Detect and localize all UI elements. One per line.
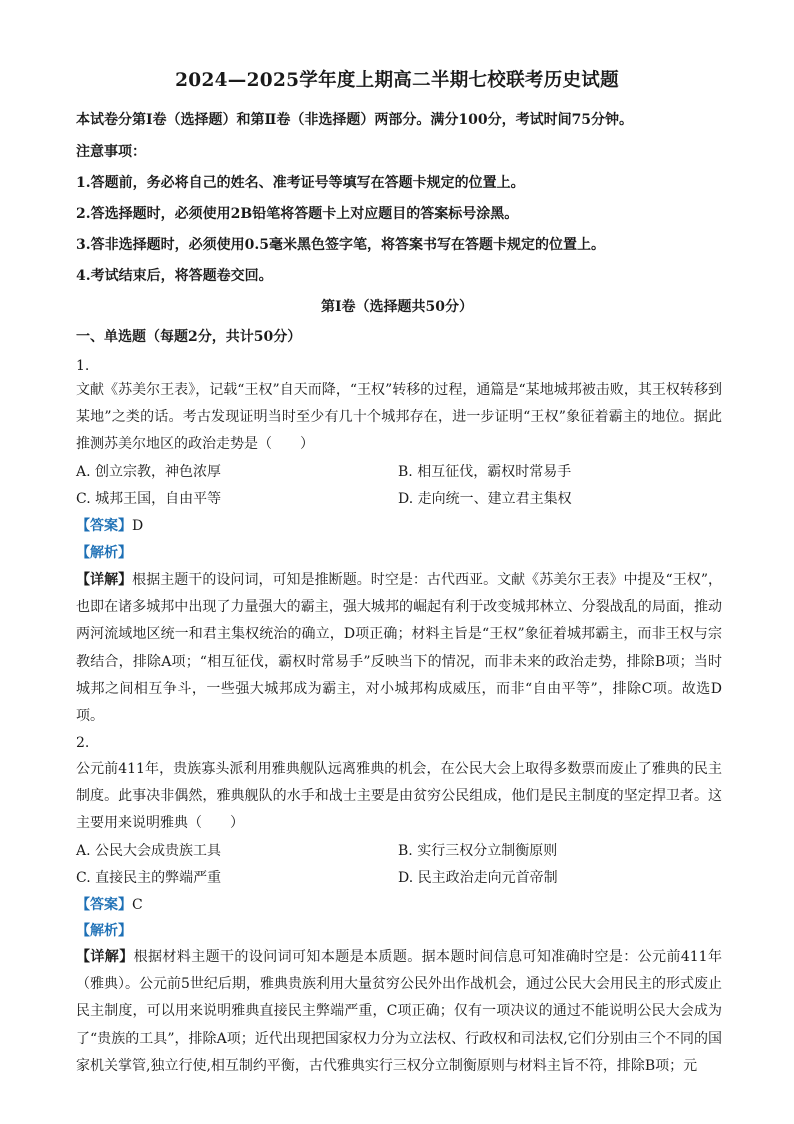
option-a: A. 公民大会成贵族工具: [76, 843, 222, 859]
question-number: 1.: [76, 358, 90, 374]
question-stem: 公元前411年，贵族寡头派利用雅典舰队远离雅典的机会，在公民大会上取得多数票而废止了雅典的民主制度。此事决非偶然，雅典舰队的水手和战士主要是由贫穷公民组成，他们是民主制度的坚定捍卫者。这主要用来说明雅典（ ）: [76, 761, 722, 832]
detail-text: 根据材料主题干的设问词可知本题是本质题。据本题时间信息可知准确时空是：公元前411年（雅典）。公元前5世纪后期，雅典贵族利用大量贫穷公民外出作战机会，通过公民大会用民主的形式废止民主制度，可以用来说明雅典直接民主弊端严重，C项正确；仅有一项决议的通过不能说明公民大会成为了“贵族的工具”，排除A项；近代出现把国家权力分为立法权、行政权和司法权,它们分别由三个不同的国家机关掌管,独立行使,相互制约平衡，古代雅典实行三权分立制衡原则与材料主旨不符，排除B项；元: [76, 949, 722, 1074]
option-c: C. 城邦王国，自由平等: [76, 491, 222, 507]
answer-line: [76, 517, 143, 535]
option-a: A. 创立宗教，神色浓厚: [76, 464, 222, 480]
note-item: 2.答选择题时，必须使用2B铅笔将答题卡上对应题目的答案标号涂黑。: [76, 206, 519, 222]
detail-label: 【详解】: [76, 572, 133, 588]
note-item: 4.考试结束后，将答题卷交回。: [76, 268, 273, 284]
answer-label: 【答案】: [76, 518, 132, 534]
detail-paragraph: [76, 567, 722, 730]
exam-intro: 本试卷分第Ⅰ卷（选择题）和第Ⅱ卷（非选择题）两部分。满分100分，考试时间75分钟。: [76, 112, 634, 128]
detail-text: 根据主题干的设问词，可知是推断题。时空是：古代西亚。文献《苏美尔王表》中提及“王权”，也即在诸多城邦中出现了力量强大的霸主，强大城邦的崛起有利于改变城邦林立、分裂战乱的局面，推动两河流域地区统一和君主集权统治的确立，D项正确；材料主旨是“王权”象征着城邦霸主，而非王权与宗教结合，排除A项；“相互征伐，霸权时常易手”反映当下的情况，而非未来的政治走势，排除B项；当时城邦之间相互争斗，一些强大城邦成为霸主，对小城邦构成威压，而非“自由平等”，排除C项。故选D项。: [76, 572, 723, 725]
option-d: D. 走向统一、建立君主集权: [398, 491, 572, 507]
answer-label: 【答案】: [76, 897, 132, 913]
answer-value: C: [132, 897, 143, 913]
question-stem: 文献《苏美尔王表》，记载“王权”自天而降，“王权”转移的过程，通篇是“某地城邦被击败，其王权转移到某地”之类的话。考古发现证明当时至少有几十个城邦存在，进一步证明“王权”象征着霸主的地位。据此推测苏美尔地区的政治走势是（ ）: [76, 382, 722, 453]
detail-paragraph: [76, 944, 722, 1080]
exam-title: 2024—2025学年度上期高二半期七校联考历史试题: [175, 70, 619, 91]
question-number: 2.: [76, 735, 90, 751]
option-b: B. 实行三权分立制衡原则: [398, 843, 558, 859]
note-item: 3.答非选择题时，必须使用0.5毫米黑色签字笔，将答案书写在答题卡规定的位置上。: [76, 237, 605, 253]
option-c: C. 直接民主的弊端严重: [76, 870, 222, 886]
analysis-label: 【解析】: [76, 923, 132, 939]
answer-line: [76, 896, 143, 914]
section-title: 第Ⅰ卷（选择题共50分）: [320, 299, 474, 315]
analysis-label: 【解析】: [76, 545, 132, 561]
option-d: D. 民主政治走向元首帝制: [398, 870, 558, 886]
note-item: 1.答题前，务必将自己的姓名、准考证号等填写在答题卡规定的位置上。: [76, 175, 525, 191]
option-b: B. 相互征伐，霸权时常易手: [398, 464, 572, 480]
notes-heading: 注意事项：: [76, 144, 146, 160]
detail-label: 【详解】: [76, 949, 134, 965]
answer-value: D: [132, 518, 144, 534]
part-title: 一、单选题（每题2分，共计50分）: [76, 329, 302, 345]
